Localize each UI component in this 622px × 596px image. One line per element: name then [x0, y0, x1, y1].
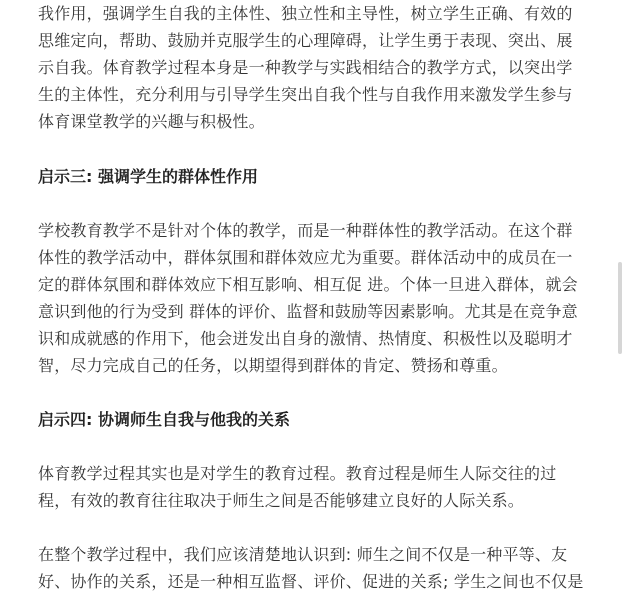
paragraph-line: 学校教育教学不是针对个体的教学，而是一种群体性的教学活动。在这个群 — [38, 221, 573, 240]
paragraph-4 — [38, 541, 598, 595]
paragraph-line: 体育课堂教学的兴趣与积极性。 — [38, 112, 265, 131]
paragraph-line: 示自我。体育教学过程本身是一种教学与实践相结合的教学方式，以突出学 — [38, 58, 573, 77]
paragraph-line: 意识到他的行为受到 群体的评价、监督和鼓励等因素影响。尤其是在竞争意 — [38, 302, 578, 321]
paragraph-line: 体性的教学活动中，群体氛围和群体效应尤为重要。群体活动中的成员在一 — [38, 248, 573, 267]
paragraph-line: 好、协作的关系，还是一种相互监督、评价、促进的关系; 学生之间也不仅是 — [38, 572, 584, 591]
paragraph-line: 在整个教学过程中，我们应该清楚地认识到: 师生之间不仅是一种平等、友 — [38, 545, 568, 564]
scrollbar-track[interactable] — [618, 0, 622, 596]
paragraph-line: 体育教学过程其实也是对学生的教育过程。教育过程是师生人际交往的过 — [38, 464, 557, 483]
section-heading-4: 启示四: 协调师生自我与他我的关系 — [38, 410, 290, 429]
paragraph-2 — [38, 217, 598, 379]
paragraph-1 — [38, 0, 598, 135]
paragraph-3 — [38, 460, 598, 514]
section-heading-3: 启示三: 强调学生的群体性作用 — [38, 167, 258, 186]
paragraph-line: 定的群体氛围和群体效应下相互影响、相互促 进。个体一旦进入群体，就会 — [38, 275, 578, 294]
paragraph-line: 程，有效的教育往往取决于师生之间是否能够建立良好的人际关系。 — [38, 491, 525, 510]
paragraph-line: 思维定向，帮助、鼓励并克服学生的心理障碍，让学生勇于表现、突出、展 — [38, 31, 573, 50]
paragraph-line: 生的主体性，充分利用与引导学生突出自我个性与自我作用来激发学生参与 — [38, 85, 573, 104]
scrollbar-thumb[interactable] — [618, 262, 622, 354]
paragraph-line: 智，尽力完成自己的任务，以期望得到群体的肯定、赞扬和尊重。 — [38, 356, 508, 375]
paragraph-line: 我作用，强调学生自我的主体性、独立性和主导性，树立学生正确、有效的 — [38, 4, 573, 23]
paragraph-line: 识和成就感的作用下，他会迸发出自身的激情、热情度、积极性以及聪明才 — [38, 329, 573, 348]
